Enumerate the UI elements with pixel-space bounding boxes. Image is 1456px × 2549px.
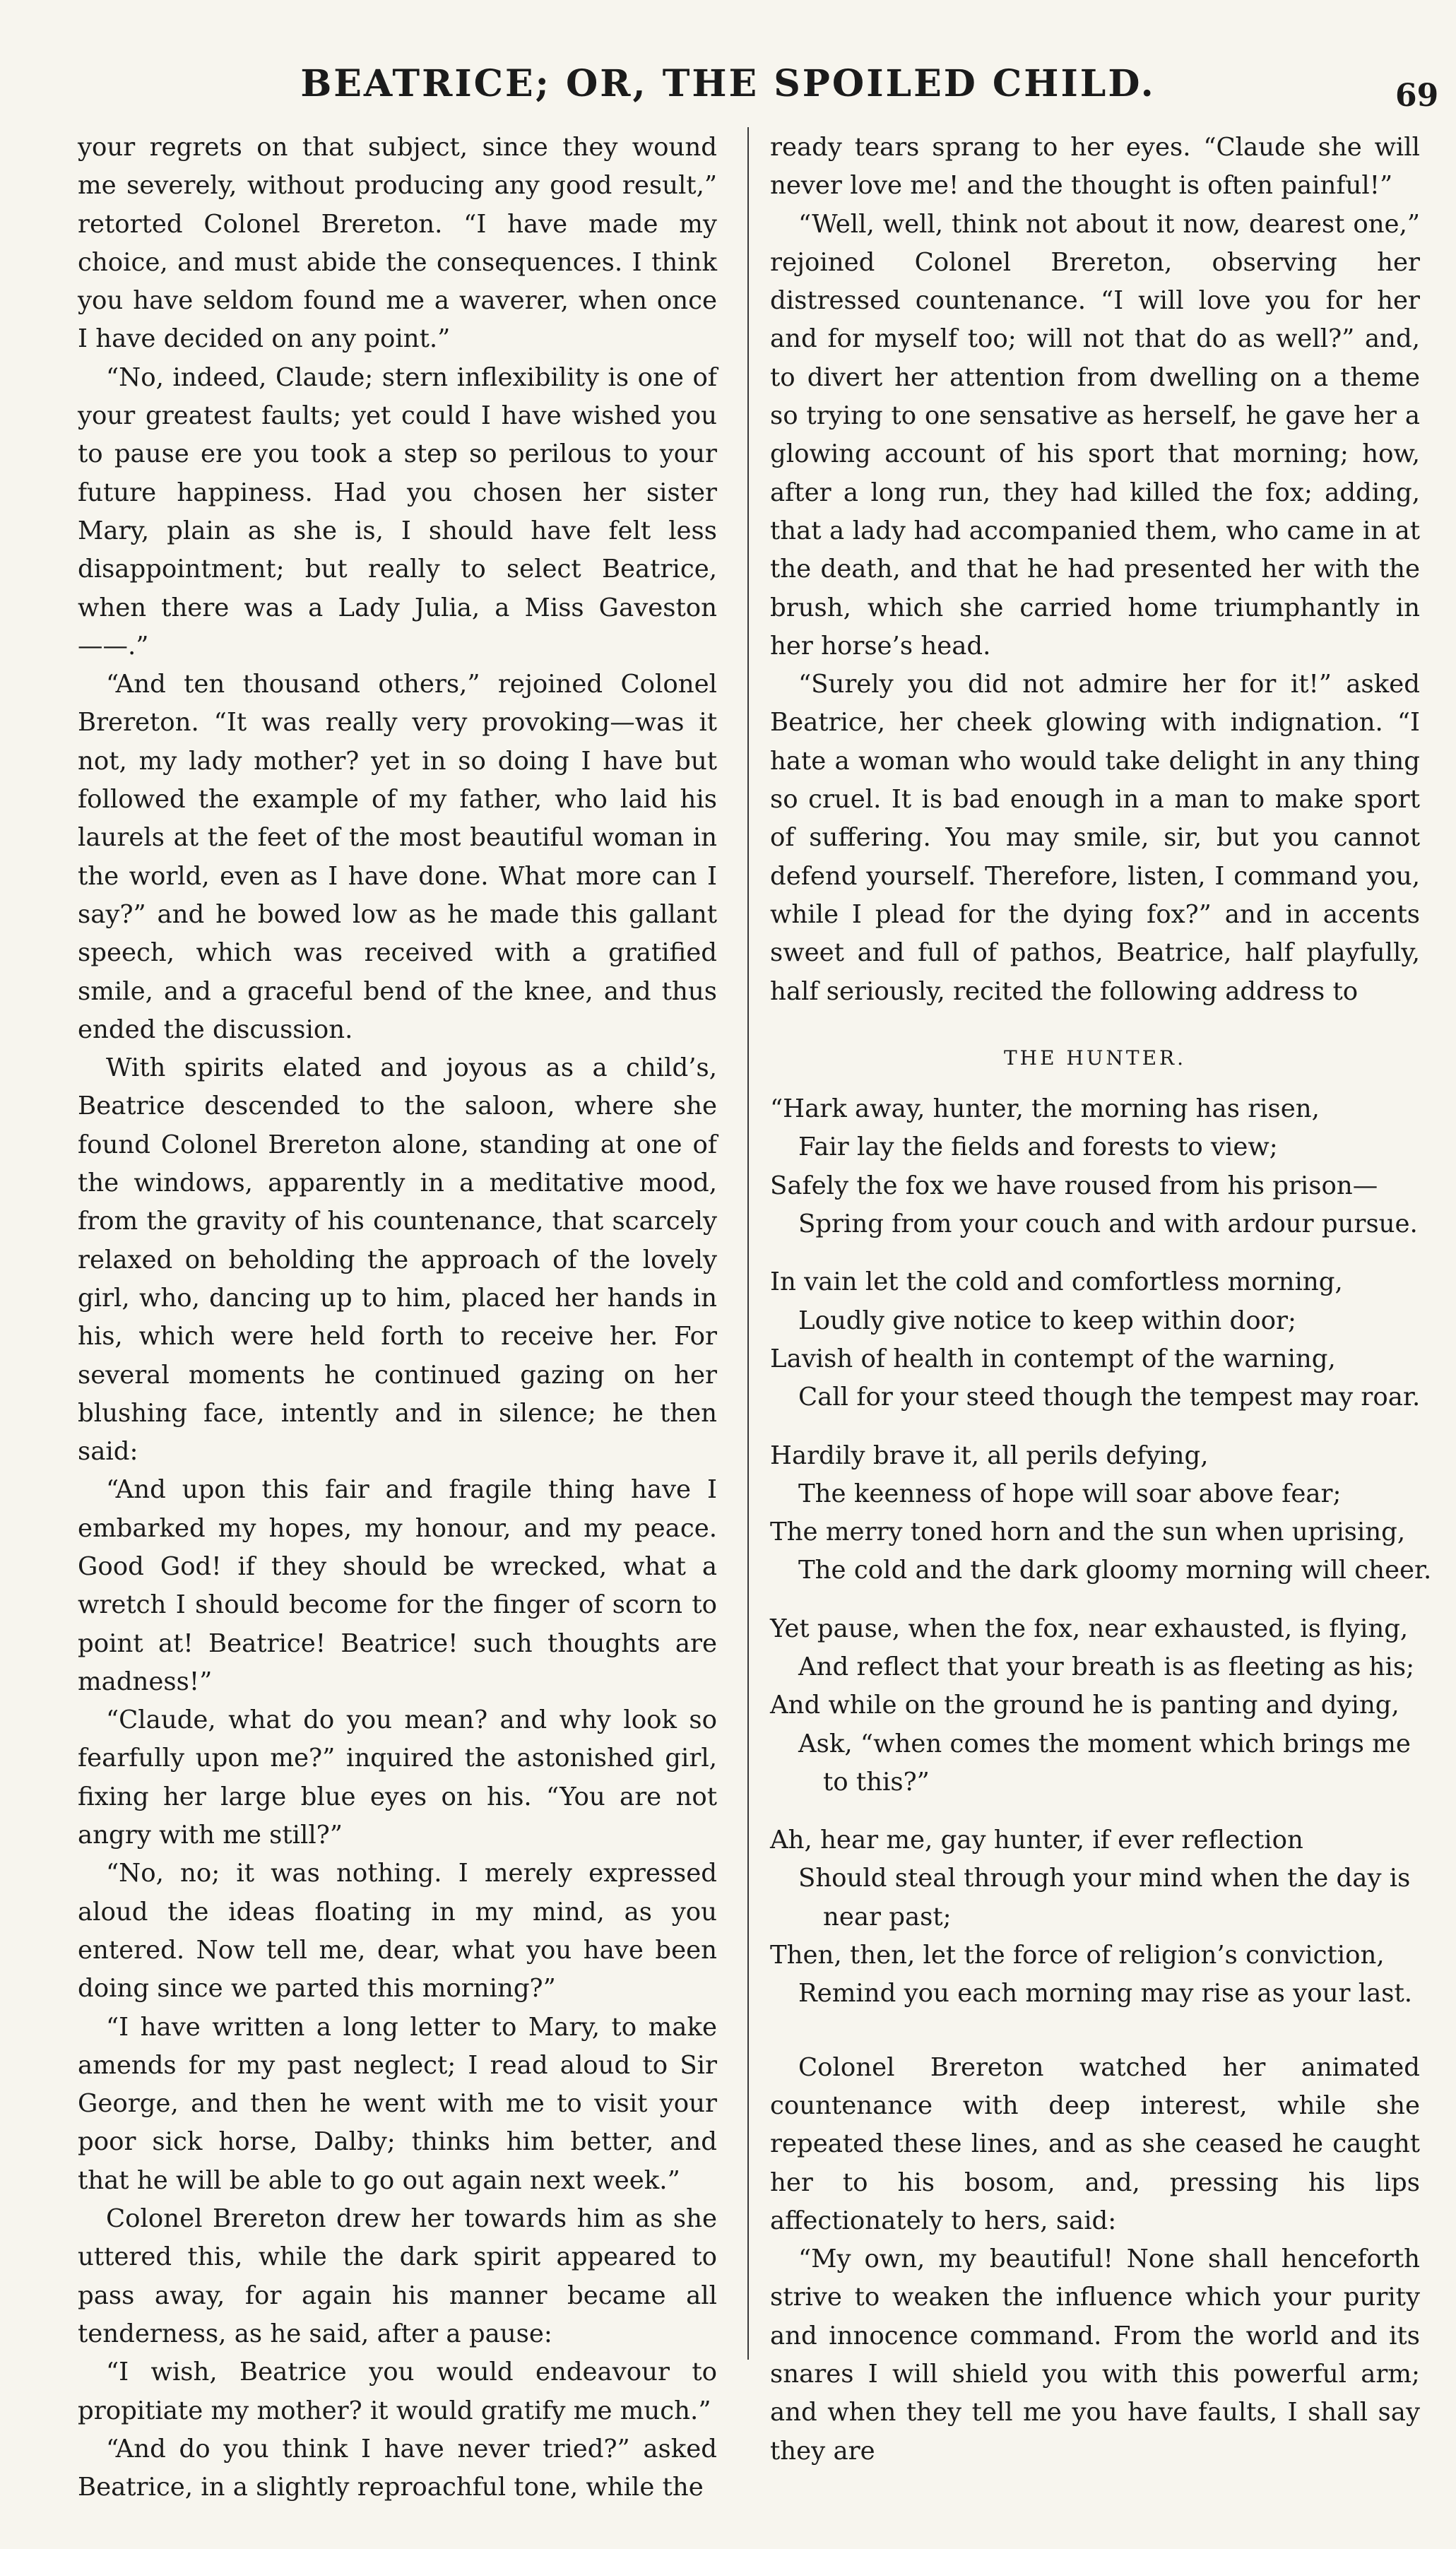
paragraph: “And do you think I have never tried?” asked Beatrice, in a slightly reproachful tone, while the [78, 2434, 717, 2502]
paragraph: “No, no; it was nothing. I merely expressed aloud the ideas floating in my mind, as you entered. Now tell me, dear, what you have been doing since we parted this morning?” [78, 1859, 717, 2004]
paragraph: “I have written a long letter to Mary, to make amends for my past neglect; I read aloud to Sir George, and then he went with me to visit your poor sick horse, Dalby; thinks him better, and that he will be able to go out again next week.” [78, 2012, 717, 2195]
paragraph: ready tears sprang to her eyes. “Claude she will never love me! and the thought is often painful!” [770, 133, 1420, 201]
paragraph: “And upon this fair and fragile thing have I embarked my hopes, my honour, and my peace. Good God! if they should be wrecked, what a wretch I should become for the finger of scorn to point at! Beatrice! Beatrice! such thoughts are madness!” [78, 1475, 717, 1696]
poem-line: The merry toned horn and the sun when uprising, [770, 1518, 1406, 1547]
column-divider [747, 127, 749, 2360]
poem-line: Hardily brave it, all perils defying, [770, 1441, 1209, 1470]
paragraph: “Claude, what do you mean? and why look so fearfully upon me?” inquired the astonished girl, fixing her large blue eyes on his. “You are not angry with me still?” [78, 1705, 717, 1850]
paragraph: “No, indeed, Claude; stern inflexibility is one of your greatest faults; yet could I have wished you to pause ere you took a step so perilous to your future happiness. Had you chosen her sister Mary, plain as she is, I should have felt less disappointment; but really to select Beatrice, when there was a Lady Julia, a Miss Gaveston ——.” [78, 362, 717, 661]
paragraph: “Well, well, think not about it now, dearest one,” rejoined Colonel Brereton, observing her distressed countenance. “I will love you for her and for myself too; will not that do as well?” and, to divert her attention from dwelling on a theme so trying to one sensative as herself, he gave her a glowing account of his sport that morning; how, after a long run, they had killed the fox; adding, that a lady had accompanied them, who came in at the death, and that he had presented her with the brush, which she carried home triumphantly in her horse’s head. [770, 209, 1420, 661]
poem-line: And while on the ground he is panting and dying, [770, 1691, 1399, 1720]
poem-line: And reflect that your breath is as fleeting as his; [798, 1652, 1415, 1681]
poem-stanza [770, 1610, 1420, 1802]
poem-line: Safely the fox we have roused from his prison— [770, 1171, 1378, 1200]
paragraph: your regrets on that subject, since they wound me severely, without producing any good result,” retorted Colonel Brereton. “I have made my choice, and must abide the consequences. I think you have seldom found me a waverer, when once I have decided on any point.” [78, 133, 717, 354]
poem-line: Fair lay the fields and forests to view; [798, 1132, 1278, 1162]
paragraph: “My own, my beautiful! None shall henceforth strive to weaken the influence which your purity and innocence command. From the world and its snares I will shield you with this powerful arm; and when they tell me you have faults, I shall say they are [770, 2245, 1420, 2466]
poem-line: Remind you each morning may rise as your last. [798, 1979, 1413, 2009]
poem-line: Call for your steed though the tempest may roar. [798, 1383, 1421, 1412]
poem-line: Lavish of health in contempt of the warning, [770, 1344, 1336, 1373]
poem-line: “Hark away, hunter, the morning has risen, [770, 1094, 1320, 1124]
left-column [78, 129, 717, 2507]
poem-stanza [770, 1263, 1420, 1417]
poem-line: Spring from your couch and with ardour pursue. [798, 1210, 1418, 1239]
poem-line: In vain let the cold and comfortless morning, [770, 1267, 1343, 1297]
poem-stanza [770, 1437, 1432, 1590]
paragraph: With spirits elated and joyous as a child’s, Beatrice descended to the saloon, where she found Colonel Brereton alone, standing at one of the windows, apparently in a meditative mood, from the gravity of his countenance, that scarcely relaxed on beholding the approach of the lovely girl, who, dancing up to him, placed her hands in his, which were held forth to receive her. For several moments he continued gazing on her blushing face, intently and in silence; he then said: [78, 1053, 717, 1467]
poem-line: Yet pause, when the fox, near exhausted, is flying, [770, 1614, 1409, 1643]
poem-line: Then, then, let the force of religion’s conviction, [770, 1941, 1385, 1970]
poem-line: near past; [823, 1902, 952, 1932]
poem-line: to this?” [823, 1767, 930, 1797]
right-column [770, 129, 1432, 2471]
poem-title: THE HUNTER. [1003, 1046, 1187, 1070]
paragraph: “Surely you did not admire her for it!” asked Beatrice, her cheek glowing with indignation. “I hate a woman who would take delight in any thing so cruel. It is bad enough in a man to make sport of suffering. You may smile, sir, but you cannot defend yourself. Therefore, listen, I command you, while I plead for the dying fox?” and in accents sweet and full of pathos, Beatrice, half playfully, half seriously, recited the following address to [770, 670, 1420, 1006]
page-number: 69 [1395, 78, 1439, 114]
poem-line: Ask, “when comes the moment which brings me [798, 1729, 1411, 1758]
paragraph: “I wish, Beatrice you would endeavour to propitiate my mother? it would gratify me much.” [78, 2358, 717, 2425]
poem-stanza [770, 1821, 1420, 2013]
poem-line: Ah, hear me, gay hunter, if ever reflection [770, 1826, 1303, 1855]
poem-stanza [770, 1090, 1420, 1243]
poem-line: The cold and the dark gloomy morning will cheer. [798, 1556, 1432, 1585]
poem-line: Loudly give notice to keep within door; [798, 1306, 1296, 1335]
paragraph: Colonel Brereton drew her towards him as she uttered this, while the dark spirit appeared to pass away, for again his manner became all tenderness, as he said, after a pause: [78, 2204, 717, 2348]
poem-line: Should steal through your mind when the day is [798, 1864, 1411, 1893]
running-head-title: BEATRICE; OR, THE SPOILED CHILD. [300, 62, 1156, 105]
paragraph: Colonel Brereton watched her animated countenance with deep interest, while she repeated these lines, and as she ceased he caught her to his bosom, and, pressing his lips affectionately to hers, said: [770, 2052, 1420, 2235]
paragraph: “And ten thousand others,” rejoined Colonel Brereton. “It was really very provoking—was it not, my lady mother? yet in so doing I have but followed the example of my father, who laid his laurels at the feet of the most beautiful woman in the world, even as I have done. What more can I say?” and he bowed low as he made this gallant speech, which was received with a gratified smile, and a graceful bend of the knee, and thus ended the discussion. [78, 670, 717, 1044]
poem-line: The keenness of hope will soar above fear; [798, 1479, 1342, 1508]
